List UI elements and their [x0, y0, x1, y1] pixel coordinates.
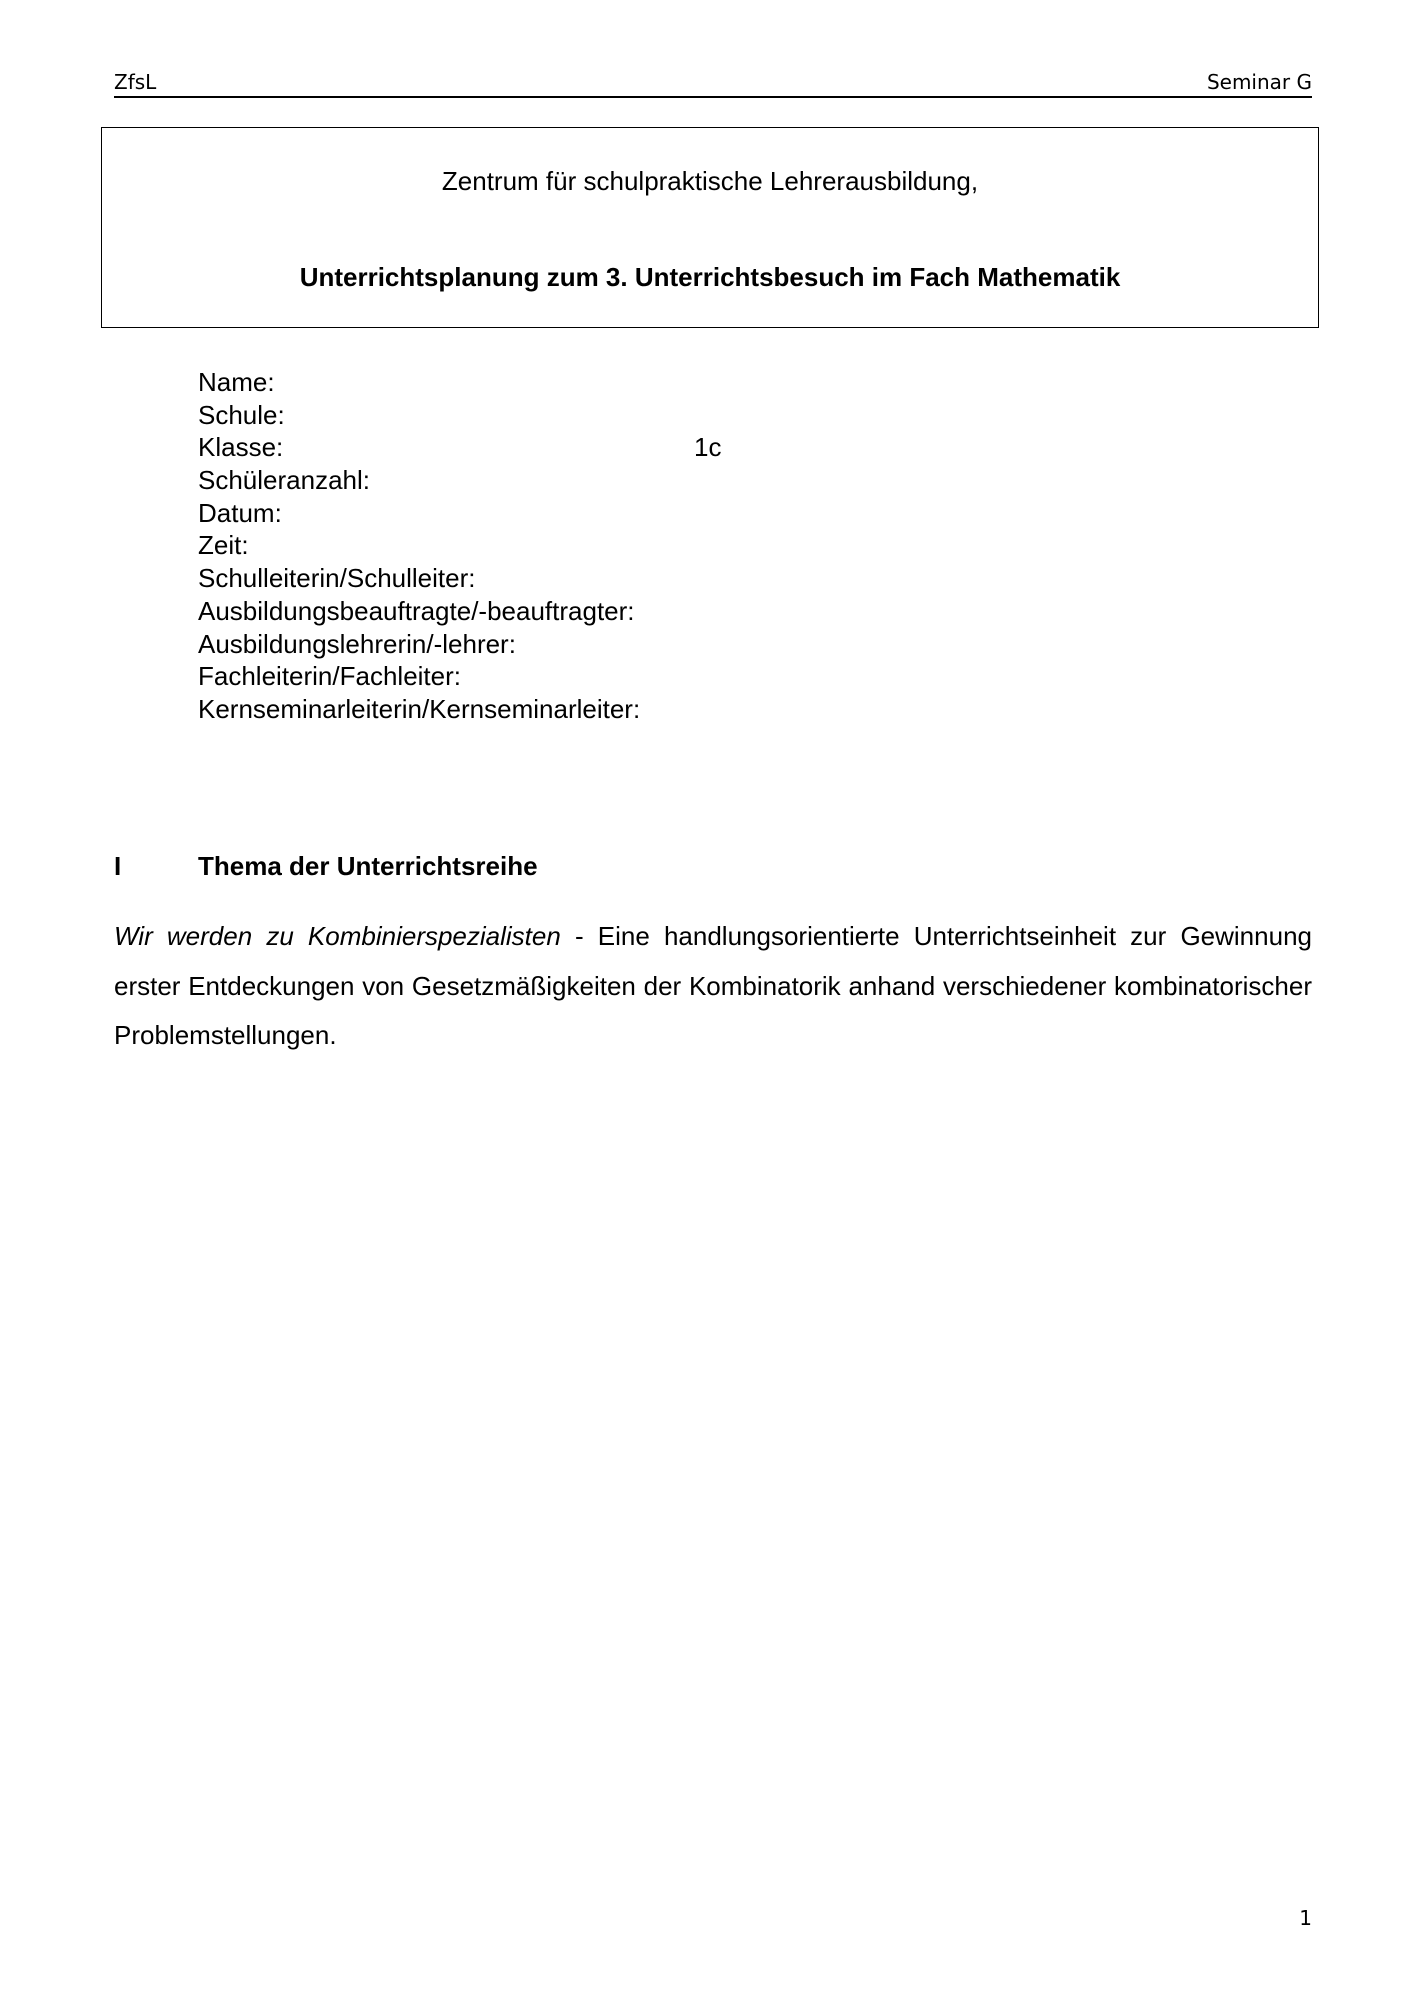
title-box: [101, 127, 1319, 328]
meta-row-core-seminar-lead: [198, 693, 1198, 726]
meta-row-name: [198, 366, 1198, 399]
meta-label: Klasse:: [198, 432, 284, 463]
meta-row-student-count: [198, 464, 1198, 497]
meta-label: Schüleranzahl:: [198, 465, 370, 496]
header-left-text: ZfsL: [114, 70, 157, 94]
meta-row-school: [198, 399, 1198, 432]
meta-info-list: [198, 366, 1198, 726]
section-title: Thema der Unterrichtsreihe: [198, 851, 538, 881]
institution-title: Zentrum für schulpraktische Lehrerausbildung,: [441, 166, 979, 196]
meta-label: Schule:: [198, 399, 285, 430]
meta-label: Datum:: [198, 497, 282, 528]
meta-value: 1c: [694, 432, 722, 463]
meta-row-subject-lead: [198, 660, 1198, 693]
meta-label: Schulleiterin/Schulleiter:: [198, 563, 476, 594]
section-paragraph: [114, 912, 1312, 1061]
page-header: [114, 70, 1312, 98]
meta-label: Ausbildungsbeauftragte/-beauftragter:: [198, 595, 635, 626]
meta-label: Kernseminarleiterin/Kernseminarleiter:: [198, 693, 641, 724]
paragraph-body: - Eine handlungsorientierte Unterrichtseinheit zur Gewinnung erster Entdeckungen von Gesetzmäßigkeiten der Kombinatorik anhand verschiedener kombinatorischer Problemstellungen.: [114, 921, 1312, 1050]
meta-row-date: [198, 497, 1198, 530]
meta-row-class: [198, 431, 1198, 464]
meta-row-principal: [198, 562, 1198, 595]
meta-row-training-officer: [198, 595, 1198, 628]
meta-label: Name:: [198, 367, 275, 397]
meta-label: Fachleiterin/Fachleiter:: [198, 661, 461, 692]
page-number: 1: [1299, 1906, 1312, 1930]
header-right-text: Seminar G: [1206, 70, 1312, 94]
meta-label: Ausbildungslehrerin/-lehrer:: [198, 628, 516, 659]
document-title: Unterrichtsplanung zum 3. Unterrichtsbesuch im Fach Mathematik: [299, 262, 1121, 292]
meta-label: Zeit:: [198, 530, 249, 561]
section-number: I: [114, 851, 122, 881]
meta-row-training-teacher: [198, 628, 1198, 661]
italic-lead: Wir werden zu Kombinierspezialisten: [114, 921, 561, 951]
meta-row-time: [198, 529, 1198, 562]
